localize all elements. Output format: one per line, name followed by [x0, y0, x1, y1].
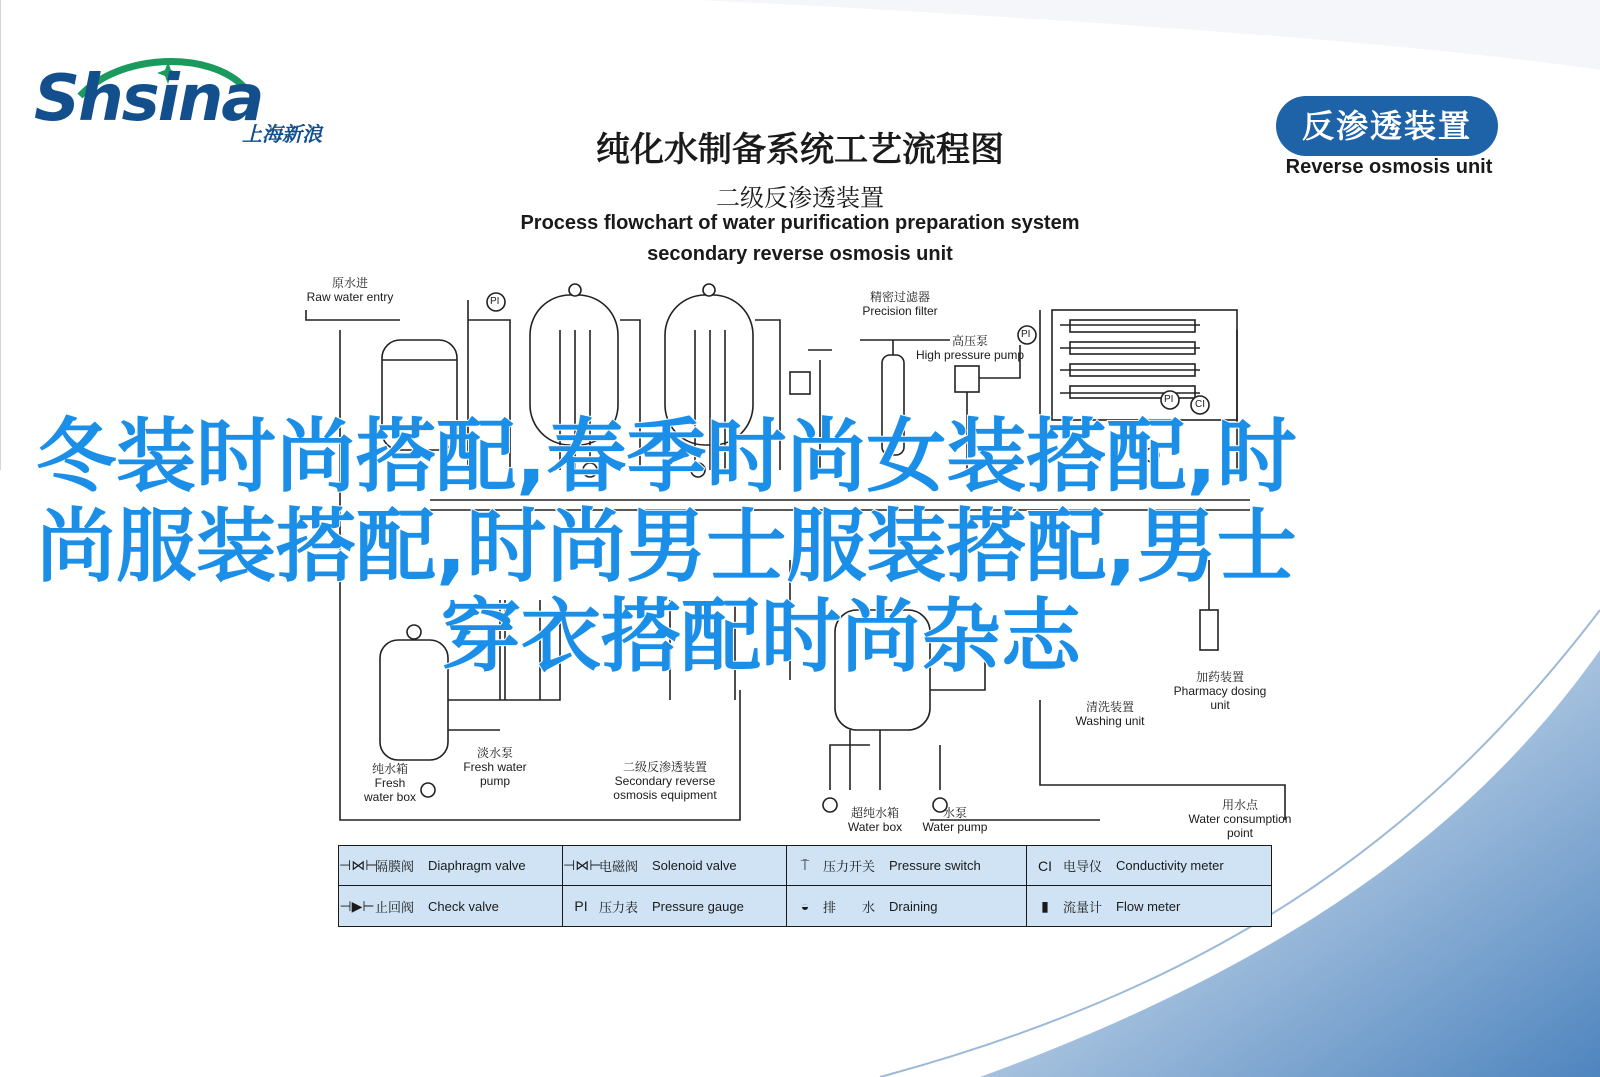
title-cn: 纯化水制备系统工艺流程图 — [596, 130, 1004, 170]
legend-item — [787, 886, 1027, 926]
subtitle-cn: 二级反渗透装置 — [716, 184, 884, 212]
legend-en: Solenoid valve — [652, 858, 737, 873]
legend-cn: 排 水 — [823, 899, 876, 915]
legend-item — [1027, 846, 1271, 886]
title-en: Process flowchart of water purification preparation system — [520, 212, 1080, 234]
overlay-line-2: 尚服装搭配,时尚男士服装搭配,男士 — [36, 500, 1297, 593]
legend-cn: 电磁阀 — [599, 859, 639, 874]
legend-item — [339, 846, 563, 886]
draining-icon: ◒ — [800, 898, 810, 914]
flow-meter-icon: ▮ — [1041, 897, 1049, 914]
legend-item — [563, 846, 787, 886]
high-pressure-pump — [955, 366, 979, 392]
pressure-gauge-icon: PI — [1164, 394, 1174, 405]
washing-unit-label: 清洗装置 Washing unit — [1075, 700, 1145, 728]
badge-cn: 反渗透装置 — [1276, 96, 1498, 156]
legend-cn: 电导仪 — [1063, 859, 1103, 874]
legend-en: Draining — [889, 898, 938, 914]
diaphragm-valve-icon: ⊣⋈⊢ — [339, 857, 378, 873]
pressure-gauge-icon: PI — [1021, 329, 1031, 340]
check-valve-icon: ⊣▶⊢ — [339, 897, 375, 914]
legend-cn: 压力表 — [599, 899, 639, 915]
legend-item — [339, 886, 563, 926]
legend-en: Conductivity meter — [1116, 858, 1224, 873]
logo-text: Shsina — [34, 62, 263, 136]
legend-en: Check valve — [428, 898, 499, 914]
pressure-switch-icon: ⍑ — [800, 857, 810, 873]
logo-cn: 上海新浪 — [242, 122, 322, 146]
legend-en: Diaphragm valve — [428, 858, 526, 873]
legend-en: Flow meter — [1116, 898, 1181, 914]
pressure-gauge-icon: PI — [490, 296, 500, 307]
secondary-ro-label: 二级反渗透装置 Secondary reverse osmosis equipment — [613, 760, 717, 802]
pressure-gauge-icon: PI — [574, 898, 588, 914]
legend-cn: 压力开关 — [823, 859, 876, 874]
legend-item — [563, 886, 787, 926]
overlay-line-1: 冬装时尚搭配,春季时尚女装搭配,时 — [36, 410, 1297, 503]
subtitle-en: secondary reverse osmosis unit — [647, 243, 953, 265]
high-pressure-pump-label: 高压泵 High pressure pump — [915, 334, 1025, 362]
legend-cn: 隔膜阀 — [375, 859, 415, 874]
raw-water-label: 原水进 Raw water entry — [306, 276, 394, 304]
conductivity-meter-icon: CI — [1195, 399, 1205, 410]
water-box-label: 超纯水箱 Water box — [847, 806, 903, 834]
legend-en: Pressure gauge — [652, 898, 744, 914]
overlay-text — [36, 412, 1456, 682]
precision-filter-label: 精密过滤器 Precision filter — [862, 290, 938, 318]
badge-en: Reverse osmosis unit — [1285, 156, 1493, 178]
solenoid-valve-icon: ⊣⋈⊢ — [563, 857, 602, 873]
overlay-line-3: 穿衣搭配时尚杂志 — [441, 590, 1081, 683]
conductivity-meter-icon: CI — [1038, 857, 1052, 874]
water-pump-label: 水泵 Water pump — [922, 806, 988, 834]
legend-item — [787, 846, 1027, 886]
legend-cn: 止回阀 — [375, 899, 415, 915]
legend-table — [338, 845, 1272, 927]
fresh-water-box-label: 纯水箱 Fresh water box — [363, 762, 417, 804]
consumption-point-label: 用水点 Water consumption point — [1188, 798, 1292, 840]
fresh-water-pump-label: 淡水泵 Fresh water pump — [463, 746, 527, 788]
legend-cn: 流量计 — [1063, 899, 1103, 915]
legend-en: Pressure switch — [889, 858, 981, 873]
legend-item — [1027, 886, 1271, 926]
dosing-unit-label: 加药装置 Pharmacy dosing unit — [1173, 670, 1267, 712]
